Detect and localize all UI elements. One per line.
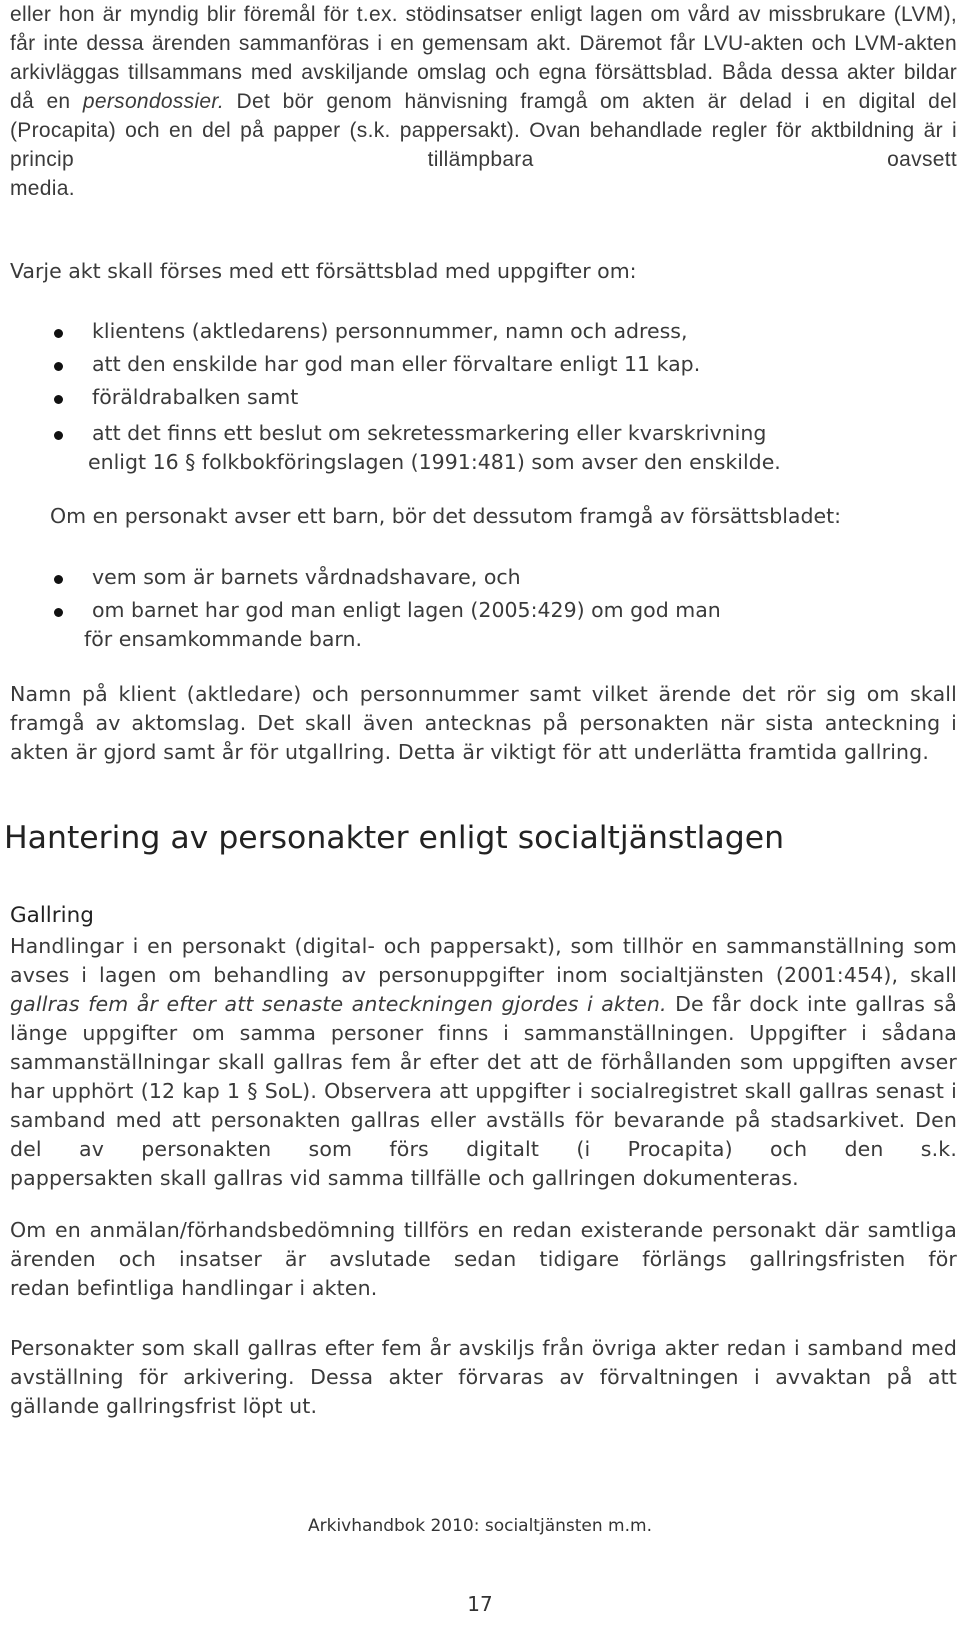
list-item: föräldrabalken samt bbox=[92, 383, 952, 412]
intro-last-line: media. bbox=[10, 177, 75, 200]
gallring-italic-rule: gallras fem år efter att senaste anteckningen gjordes i akten. bbox=[10, 992, 667, 1016]
list-item: om barnet har god man enligt lagen (2005:429) om god man för ensamkommande barn. bbox=[92, 596, 952, 654]
bullet-icon bbox=[54, 329, 63, 338]
list-item: klientens (aktledarens) personnummer, namn och adress, bbox=[92, 317, 952, 346]
gallring-paragraph-1: Handlingar i en personakt (digital- och pappersakt), som tillhör en sammanställning som avses i lagen om behandling av personuppgifter inom socialtjänsten (2001:454), skall gallras fem år efter att senaste anteckningen gjordes i akten. De får dock inte gallras så länge uppgifter om samma personer finns i sammanställningen. Uppgifter i sådana sammanställningar skall gallras fem år efter det att de förhållanden som uppgiften avser har upphört (12 kap 1 § SoL). Observera att uppgifter i socialregistret skall gallras senast i samband med att personakten gallras eller avställs för bevarande på stadsarkivet. Den del av personakten som förs digitalt (i Procapita) och den s.k. pappersakten skall gallras vid samma tillfälle och gallringen dokumenteras. bbox=[10, 934, 957, 1190]
page-footer: Arkivhandbok 2010: socialtjänsten m.m. bbox=[308, 1516, 652, 1536]
gallring-paragraph-3: Personakter som skall gallras efter fem år avskiljs från övriga akter redan i samband med avställning för arkivering. Dessa akter förvaras av förvaltningen i avvaktan på att gällande gallringsfrist löpt ut. bbox=[10, 1336, 957, 1418]
gallring-paragraph-2: Om en anmälan/förhandsbedömning tillförs en redan existerande personakt där samtliga ärenden och insatser är avslutade sedan tidigare förlängs gallringsfristen för redan befintliga handlingar i akten. bbox=[10, 1218, 957, 1300]
child-sheet-intro: Om en personakt avser ett barn, bör det dessutom framgå av försättsbladet: bbox=[50, 504, 842, 528]
subheading-gallring: Gallring bbox=[10, 903, 94, 928]
bullet-icon bbox=[54, 575, 63, 584]
intro-text-continued: Det bör genom hänvisning framgå om akten är delad i en digital del (Procapita) och en del på papper (s.k. pappersakt). Ovan behandlade regler för aktbildning är i princip tillämpbara oavsett bbox=[10, 90, 958, 171]
folder-paragraph: Namn på klient (aktledare) och personnummer samt vilket ärende det rör sig om skall framgå av aktomslag. Det skall även antecknas på personakten när sista anteckning i akten är gjord samt år för utgallring. Detta är viktigt för att underlätta framtida gallring. bbox=[10, 682, 957, 764]
cover-sheet-intro: Varje akt skall förses med ett försättsblad med uppgifter om: bbox=[10, 259, 637, 283]
page-number: 17 bbox=[467, 1592, 493, 1616]
bullet-icon bbox=[54, 608, 63, 617]
intro-italic-term: persondossier. bbox=[82, 90, 225, 113]
list-item: att den enskilde har god man eller förvaltare enligt 11 kap. bbox=[92, 350, 952, 379]
intro-paragraph bbox=[10, 0, 957, 203]
child-sheet-list bbox=[84, 563, 952, 654]
intro-text: eller hon är myndig blir föremål för t.ex. stödinsatser enligt lagen om vård av missbrukare (LVM), får inte dessa ärenden sammanföras i en gemensam akt. Däremot får LVU-akten och LVM-akten arkivläggas tillsammans med avskiljande omslag och egna försättsblad. Båda dessa akter bildar då en bbox=[10, 3, 957, 113]
section-heading: Hantering av personakter enligt socialtjänstlagen bbox=[4, 820, 785, 856]
list-item: vem som är barnets vårdnadshavare, och bbox=[92, 563, 952, 592]
cover-sheet-list bbox=[88, 317, 952, 477]
list-item: att det finns ett beslut om sekretessmarkering eller kvarskrivning enligt 16 § folkbokföringslagen (1991:481) som avser den enskilde. bbox=[92, 419, 952, 477]
bullet-icon bbox=[54, 431, 63, 440]
bullet-icon bbox=[54, 362, 63, 371]
bullet-icon bbox=[54, 395, 63, 404]
